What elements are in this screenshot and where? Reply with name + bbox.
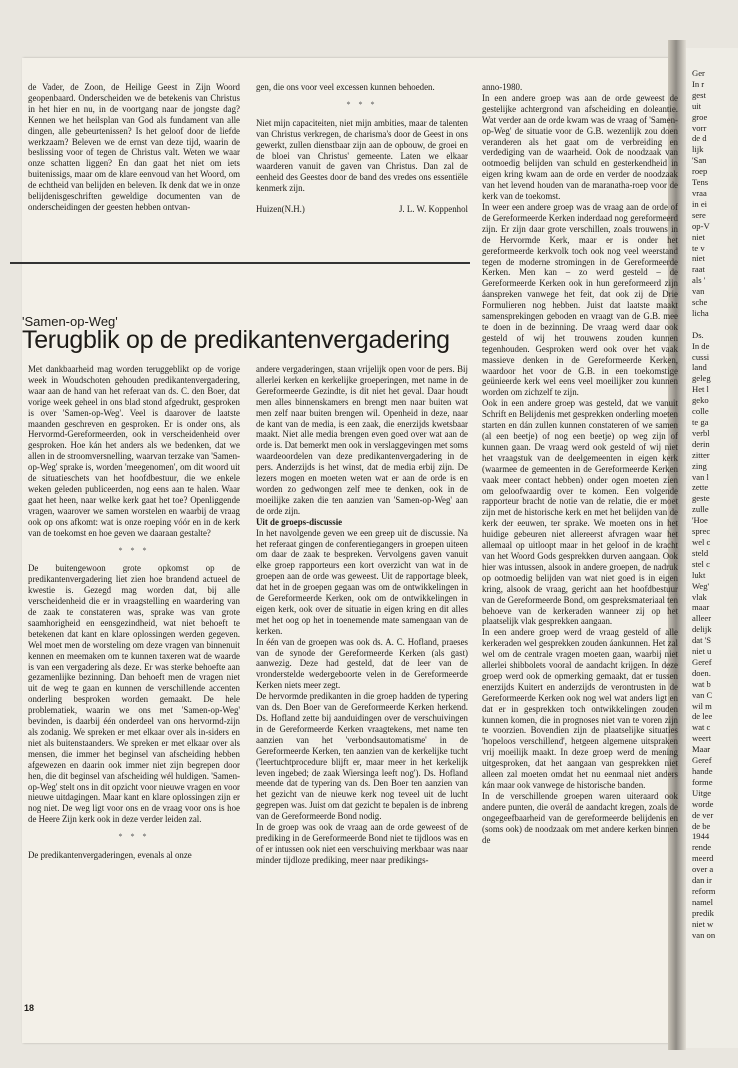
adjacent-page-line: delijk <box>692 624 712 635</box>
adjacent-page-line: van on <box>692 929 716 940</box>
paragraph: In een andere groep werd de vraag gesteld of alle kerkeraden wel gesprekken zouden áankunnen. Het zal wel om de centrale vragen moeten gaan, waarbij niet allerlei shibbolets vooral de aandacht krijgen. In deze groep werd ook de opmerking gemaakt, dat er tussen enerzijds Kuitert en anderzijds de verontrusten in de Gereformeerde Kerken ook nog wel wat anders ligt en dat er in gesprekken toch ontwikkelingen zouden kunnen komen, die in prognoses niet van te voren zijn te voorzien. Bovendien zijn de plaatselijke situaties 'hopeloos verschillend', hetgeen algemene uitspraken vrij moeilijk maakt. In deze groep werd de mening uitgesproken, dat het aangaan van gesprekken niet alleen zal moeten omdat het nu eenmaal niet anders kán maar ook vanwege de historische banden. <box>482 627 678 790</box>
adjacent-page-line: wil m <box>692 700 712 711</box>
adjacent-page-line: derin <box>692 438 710 449</box>
adjacent-page-line: doen. <box>692 667 711 678</box>
adjacent-page-line: gest <box>692 89 706 100</box>
adjacent-page-line: vraa <box>692 187 707 198</box>
signature-place: Huizen(N.H.) <box>256 204 305 215</box>
paragraph: andere vergaderingen, staan vrijelijk open voor de pers. Bij allerlei kerken en kerkelijke groeperingen, met name in de Gereformeerde Gezindte, is dit niet het geval. Daar houdt men alles binnenskamers en brengt men naar buiten wat men zelf naar buiten brengen wil. Openheid in deze, naar de kant van de media, is een zaak, die enerzijds kwetsbaar maakt. Niet alle media brengen even goed over wat aan de orde is. Dat bemerkt men ook in verslaggevingen met soms waardeoordelen van deze predikantenvergadering in de pers. Anderzijds is het winst, dat de media erbij zijn. De lezers mogen en moeten weten wat er aan de orde is en worden zo gedwongen zelf mee te denken, ook in de moeilijke zaken die ten aanzien van 'Samen-op-Weg' aan de orde zijn. <box>256 364 468 516</box>
paragraph: anno-1980. <box>482 82 523 92</box>
adjacent-page-line: in ei <box>692 198 708 209</box>
adjacent-page-line: dan ir <box>692 875 712 886</box>
adjacent-page-line: 1944 <box>692 831 710 842</box>
adjacent-page-line: van C <box>692 689 713 700</box>
adjacent-page-line: rende <box>692 842 712 853</box>
paragraph: De hervormde predikanten in die groep hadden de typering van ds. Den Boer van de Gereformeerde Kerken herkend. Ds. Hofland zette bij aanduidingen over de verschuivingen in de Gereformeerde Kerken vraagtekens, met name ten aanzien van het 'verbondsautomatisme' in de Gereformeerde Kerken, ten aanzien van de kerkelijke tucht ('leertuchtprocedure blijft er, maar meer in het kerkelijk leven ingebed; de zaak Wiersinga leeft nog'). Ds. Hofland meende dat de typering van ds. Den Boer ten aanzien van het gezicht van de nieuwe kerk nog teveel uit de lucht gegrepen was. Juist om dat gezicht te bepalen is de inbreng van de Gereformeerde Bond nodig. <box>256 691 468 822</box>
adjacent-page-line: reform <box>692 885 716 896</box>
adjacent-page-line: Uitge <box>692 787 712 798</box>
adjacent-page-line: op-V <box>692 220 710 231</box>
section-divider <box>10 262 470 264</box>
adjacent-page-line: zette <box>692 482 709 493</box>
adjacent-page-line: 'Hoe <box>692 515 708 526</box>
paragraph: gen, die ons voor veel excessen kunnen behoeden. <box>256 82 435 92</box>
paragraph: In de verschillende groepen waren uiteraard ook andere punten, die overál de aandacht kregen, zoals de ongegeefbaarheid van de gereformeerde belijdenis en (soms ook) de noodzaak om met andere kerken binnen de <box>482 790 678 845</box>
article-kicker: 'Samen-op-Weg' <box>22 314 118 329</box>
adjacent-page-line: land <box>692 362 707 373</box>
adjacent-page-line: steld <box>692 547 709 558</box>
adjacent-page-line: wel c <box>692 536 711 547</box>
adjacent-page-line: hande <box>692 766 713 776</box>
adjacent-page-line: weert <box>692 733 712 744</box>
adjacent-page-line: van <box>692 286 705 297</box>
adjacent-page-line: geste <box>692 493 710 504</box>
adjacent-page-line: verbl <box>692 427 710 438</box>
adjacent-page-line: lijk <box>692 144 704 155</box>
article-headline: Terugblik op de predikantenvergadering <box>22 326 450 354</box>
adjacent-page-line: uit <box>692 100 702 111</box>
adjacent-page-line: de ver <box>692 809 714 820</box>
section-separator: * * * <box>346 99 378 109</box>
adjacent-page-line: te ga <box>692 417 709 427</box>
paragraph: Met dankbaarheid mag worden teruggeblikt op de vorige week in Woudschoten gehouden predikantenvergadering, waar aan de hand van het referaat van ds. C. den Boer, dat vorige week geheel in ons blad stond afgedrukt, gesproken is over 'Samen-op-Weg'. Veel is daarover de laatste maanden geschreven en gesproken. Er is onder ons, als Hervormd-Gereformeerden, ook in verscheidenheid over gesproken. Hoe kán het anders als we bedenken, dat we allen in de stroomversnelling, waarvan terzake van 'Samen-op-Weg' sprake is, worden 'meegenomen', om dit woord uit de situatieschets van het hoofdbestuur, die we enkele weken geleden publiceerden, nog eens aan te halen. Waar gaat het heen, naar welke kerk gaat het toe? Openliggende vragen, waarover we samen worstelen en waarbij de vraag ook op ons afkomt: wat is onze roeping vóór en in de kerk van de toekomst en hoe geven we daaraan gestalte? <box>28 364 240 538</box>
adjacent-page-line: colle <box>692 406 709 417</box>
adjacent-page-line: als ' <box>692 275 706 286</box>
adjacent-page-line: roep <box>692 166 708 177</box>
adjacent-page-line: stel c <box>692 558 710 569</box>
adjacent-page-line: meerd <box>692 853 714 864</box>
adjacent-page-line: niet u <box>692 646 712 657</box>
adjacent-page-line: geko <box>692 395 709 406</box>
adjacent-page-line: de lee <box>692 711 713 722</box>
page-number: 18 <box>24 1003 35 1013</box>
adjacent-page-line: niet <box>692 231 705 242</box>
adjacent-page-line: Maar <box>692 744 711 755</box>
article-column-3 <box>482 82 678 845</box>
adjacent-page-line: Ger <box>692 68 705 78</box>
adjacent-page-line: forme <box>692 776 713 787</box>
adjacent-page <box>686 48 738 1048</box>
adjacent-page-line: vlak <box>692 591 707 602</box>
adjacent-page-line: wat c <box>692 722 711 733</box>
adjacent-page-line: Ds. <box>692 329 704 340</box>
adjacent-page-line: groe <box>692 111 708 122</box>
top-column-2 <box>256 82 468 215</box>
adjacent-page-line: Geref <box>692 755 712 766</box>
adjacent-page-line: sere <box>692 209 706 220</box>
article-column-1 <box>28 364 240 861</box>
adjacent-page-line: maar <box>692 602 710 613</box>
adjacent-page-line: namel <box>692 896 713 907</box>
adjacent-page-line: Geref <box>692 656 712 667</box>
adjacent-page-line: raat <box>692 264 705 275</box>
paragraph: de Vader, de Zoon, de Heilige Geest in Zijn Woord geopenbaard. Onderscheiden we de betekenis van Christus in het hier en nu, in de voortgang naar de jongste dag? Kennen we het heilsplan van God als fundament van alle dingen, alle gebeurtenissen? Is het geloof door de liefde werkzaam? Beleven we de ernst van deze tijd, waarin de beslissing voor of tegen de Christus valt. Weten we waar onze schatten liggen? En dan gaat het niet om iets buitenissigs, maar om de klare eenvoud van het Woord, om de echtheid van belijden en beleven. Ik denk dat we in onze belijdenisgeschriften geweldige documenten van de onderscheidingen der geesten hebben ontvan- <box>28 82 240 212</box>
adjacent-page-line: zulle <box>692 504 709 515</box>
adjacent-page-line: 'San <box>692 155 707 166</box>
adjacent-page-line: In de <box>692 340 710 351</box>
adjacent-page-line: alleer <box>692 613 712 624</box>
top-column-1 <box>28 82 240 213</box>
adjacent-page-line: sprec <box>692 526 711 537</box>
subheading: Uit de groeps-discussie <box>256 516 343 527</box>
paragraph: In een andere groep was aan de orde geweest de gestelijke achtergrond van afscheiding en doleantie. Wat verder aan de orde kwam was de vraag of 'Samen-op-Weg' de situatie voor de G.B. wezenlijk zou doen veranderen als het gaat om de verbreiding en verdediging van de waarheid. Ook de noodzaak van ootmoedig belijden van schuld en gesterkendheid in eigen kring kwam aan de orde en verder de noodzaak van het levend houden van de maranatha-roep voor de kerk van de toekomst. <box>482 92 678 202</box>
adjacent-page-line: Het l <box>692 384 709 395</box>
adjacent-page-line: niet <box>692 253 705 264</box>
paragraph: Ook in een andere groep was gesteld, dat we vanuit Schrift en Belijdenis met gesprekken onderling moeten starten en dán zullen kunnen constateren of we samen (al een beetje) of nog een beetje) op weg zijn of kunnen gaan. De vraag werd ook gesteld of wij niet het vraagstuk van de deelgemeenten in eigen kerk (waarmee de gemeenten in de Gereformeerde Kerken vaak meer contact hebben) onder ogen moeten zien om geloofwaardig over te komen. Een volgende rapporteur bracht de notie van de relatie, die er moet zijn met de historische kerk en met het belijden van de kerk der eeuwen, ter sprake. We moeten ons in het huidige gebeuren niet allereerst afvragen waar het allemaal op uitloopt maar in het geloof in de kracht van het Woord Gods gesprekken durven aangaan. Ook hier was intussen, alsook in andere groepen, de nadruk op ootmoedig belijden van wat niet goed is in eigen kring, alsook de vraag, gericht aan het hoofdbestuur van de Gereformeerde Bond, om gespreksmateriaal ten behoeve van de kerkeraden wanneer zij op het plaatselijk vlak gesprekken aangaan. <box>482 398 678 627</box>
adjacent-page-line: vorr <box>692 122 707 133</box>
adjacent-page-line: licha <box>692 307 709 318</box>
adjacent-page-line: predik <box>692 907 714 918</box>
adjacent-page-line: over a <box>692 864 714 875</box>
paragraph: In weer een andere groep was de vraag aan de orde of de Gereformeerde Kerken inderdaad nog gereformeerd zijn. Er zijn daar grote verschillen, zoals trouwens in de Hervormde Kerk, maar er is onder het gereformeerde kerkvolk toch ook nog veel weerstand tegen de moderne stromingen in de Gereformeerde Kerken. Men kan – zo werd gesteld – de Gereformeerde Kerken ook in hun gereformeerd zijn áanspreken vanwege het feit, dat ook zij de Drie Formulieren nog hebben. Juist dat laatste maakt samensprekingen geboden en vraagt van de G.B. mee te doen in de bezinning. De vraag werd daar ook gesteld of wij het trouwens zouden kunnen tegenhouden. Gesproken werd ook over het vaak massieve denken in de Gereformeerde Kerken, waardoor het voor de G.B. in een toekomstige geünieerde kerk wel eens veel moeilijker zou kunnen worden om zichzelf te zijn. <box>482 201 678 398</box>
adjacent-page-line: niet w <box>692 918 714 929</box>
adjacent-page-line: wat b <box>692 678 711 689</box>
adjacent-page-line: de be <box>692 820 711 831</box>
adjacent-page-line: In r <box>692 78 705 89</box>
paragraph: In één van de groepen was ook ds. A. C. Hofland, praeses van de synode der Gereformeerde Kerken (als gast) aanwezig. Deze had gesteld, dat de leer van de vronderstelde wedergeboorte velen in de Gereformeerde Kerken niets meer zegt. <box>256 636 468 691</box>
paragraph: In de groep was ook de vraag aan de orde geweest of de prediking in de Gereformeerde Bond niet te tijdloos was en of er intussen ook niet een verschuiving merkbaar was naar minder tijdloze prediking, meer naar predikings- <box>256 822 468 865</box>
adjacent-page-line: te v <box>692 242 705 253</box>
adjacent-page-text <box>692 68 738 941</box>
section-separator: * * * <box>118 545 150 555</box>
adjacent-page-line: dat 'S <box>692 635 711 646</box>
paragraph: De predikantenvergaderingen, evenals al onze <box>28 850 192 861</box>
article-column-2 <box>256 364 468 866</box>
adjacent-page-line: worde <box>692 798 714 809</box>
adjacent-page-line: sche <box>692 297 708 308</box>
adjacent-page-line: de d <box>692 133 707 144</box>
paragraph: In het navolgende geven we een greep uit de discussie. Na het referaat gingen de conferentiegangers in groepen uiteen om daar de zaak te bespreken. Vervolgens gaven vanuit elke groep rapporteurs een kort overzicht van wat in de groepen aan de orde was geweest. Uit de rapportage bleek, dat het in de groepen gegaan was om de ontwikkelingen in de Gereformeerde Kerken, ook om de ontwikkelingen in eigen kerk, ook over de situatie in eigen kring en dit alles met het oog op het in toenemende mate samengaan van de kerken. <box>256 527 468 636</box>
adjacent-page-line: van l <box>692 471 709 482</box>
adjacent-page-line: Tens <box>692 177 709 188</box>
section-separator: * * * <box>118 832 150 842</box>
signature-name: J. L. W. Koppenhol <box>398 204 468 215</box>
signature <box>256 204 468 215</box>
adjacent-page-line: zitter <box>692 449 710 460</box>
adjacent-page-line: lukt <box>692 569 706 580</box>
paragraph: Niet mijn capaciteiten, niet mijn ambities, maar de talenten van Christus verkregen, de charisma's door de Geest in ons gewerkt, zullen dienstbaar zijn aan de opbouw, de groei en de bloei van Christus' gemeente. Laten we elkaar waarderen vanuit de gaven van Christus. Dan zal de eenheid des Geestes door de band des vredes ons essentiële kenmerk zijn. <box>256 117 468 194</box>
paragraph: De buitengewoon grote opkomst op de predikantenvergadering liet zien hoe brandend actueel de kwestie is. Gezegd mag worden dat, bij alle verscheidenheid die er in vraagstelling en waardering van de zaak te constateren was, sprake was van grote saamhorigheid en eensgezindheid, wat niet behoeft te betekenen dat kant en klare oplossingen werden gegeven. Wel moet men de worsteling om deze vragen van binnenuit kennen en meemaken om te kunnen taxeren wat de waarde is van een vergadering als deze. Er was sterke behoefte aan gezamenlijke bezinning. Dan behoeft men de vragen niet uit de weg te gaan en kunnen de verschillende accenten onderling besproken worden gemaakt. De hele problematiek, waarin we ons met 'Samen-op-Weg' bevinden, is daarbij één onderdeel van ons hervormd-zijn als zodanig. We spreken er met elkaar over als in-siders en niet als buitenstaanders. We spreken er met elkaar over als mensen, die immer het beginsel van afscheiding hebben afgewezen en daarin ook immer niet zijn begrepen door hen, die dit beginsel van afscheiding wél huldigen. 'Samen-op-Weg' stelt ons in dit opzicht voor nieuwe vragen en voor nieuwe uitdagingen. Maar kant en klare oplossingen zijn er nog niet. De weg ligt voor ons en de vraag voor ons is hoe de Heere Zijn kerk ook in deze verder leiden zal. <box>28 563 240 825</box>
adjacent-page-line: geleg <box>692 373 711 384</box>
adjacent-page-line: zing <box>692 460 707 471</box>
adjacent-page-line <box>692 319 738 330</box>
adjacent-page-line: Weg' <box>692 580 710 591</box>
adjacent-page-line: cussi <box>692 351 710 362</box>
